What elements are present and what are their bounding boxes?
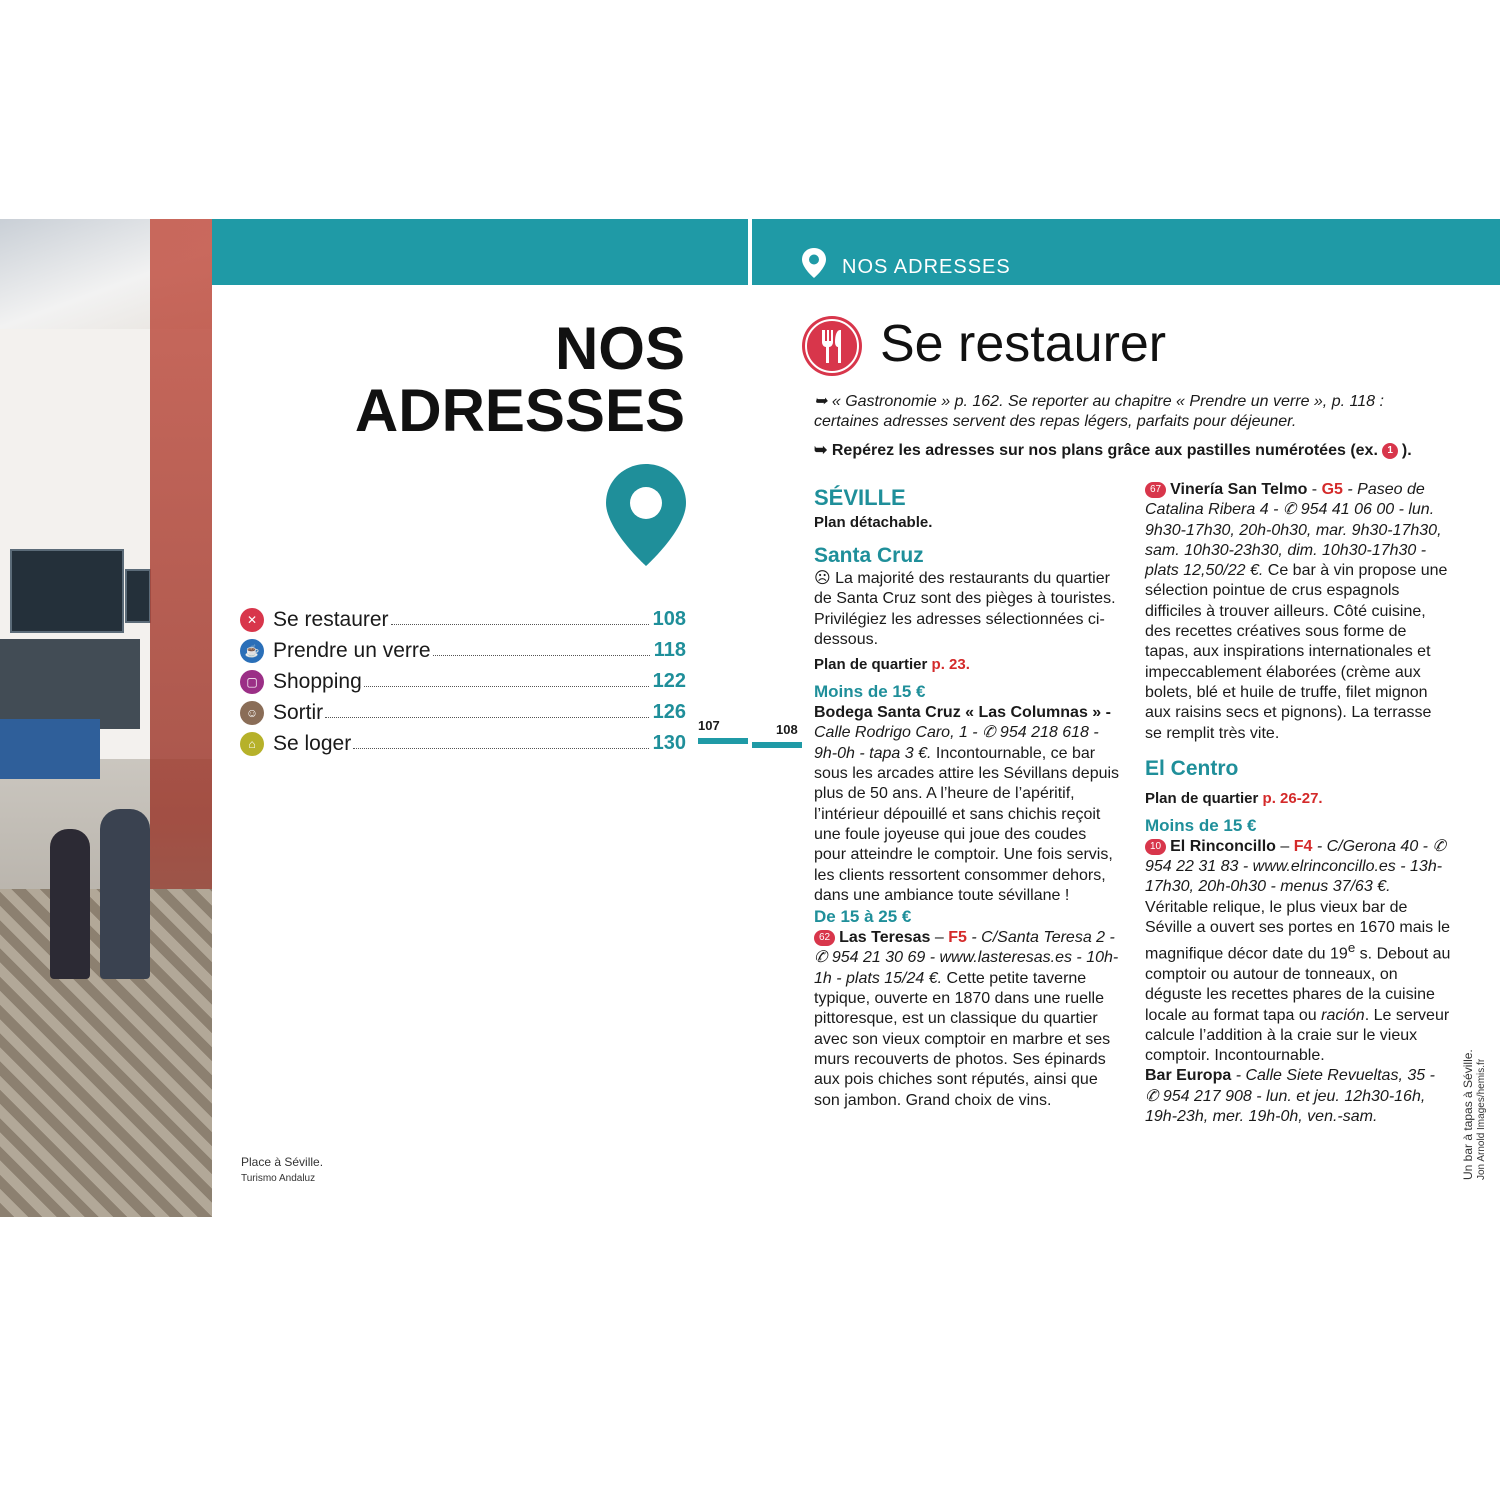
bed-icon: ⌂ [240,732,264,756]
page-title [265,315,685,444]
page-number-left: 107 [698,718,720,733]
toc-item-prendre-un-verre[interactable] [240,635,686,666]
title-line-1: NOS [554,315,685,382]
fork-knife-icon: ✕ [240,608,264,632]
quarter-heading: Santa Cruz [814,544,924,567]
number-pill: 1 [1382,443,1398,459]
header-bar-left [212,219,748,285]
page-number-rule [698,738,748,744]
listing-entry: 10 El Rinconcillo – F4 - C/Gerona 40 - ✆ 954 22 31 83 - www.elrinconcillo.es - 13h-17h30, 20h-0h30 - menus 37/63 €. Véritable relique, le plus vieux bar de Séville a ouvert ses portes en 1670 mais le magnifique décor date du 19e s. Debout au comptoir ou autour de tonneaux, on déguste les recettes phares de la cuisine locale au format tapa ou ración. Le serveur calcule l’addition à la craie sur le vieux comptoir. Incontournable. [1145,837,1451,1065]
street-photo [0,219,212,1217]
toc-item-se-restaurer[interactable] [240,604,686,635]
mask-icon: ☺ [240,701,264,725]
toc-page: 126 [652,701,686,723]
toc-label: Sortir [273,700,324,724]
header-label: NOS ADRESSES [842,256,1011,278]
listing-entry: 62 Las Teresas – F5 - C/Santa Teresa 2 - ✆ 954 21 30 69 - www.lasteresas.es - 10h-1h - plats 15/24 €. Cette petite taverne typique, ouverte en 1870 dans une ruelle pittoresque, est un classique du quartier avec son vieux comptoir en marbre et ses murs recouverts de photos. Ses épinards aux pois chiches sont réputés, ainsi que son jambon. Grand choix de vins. [814,929,1119,1109]
intro-pill-note: ➥ Repérez les adresses sur nos plans grâce aux pastilles numérotées (ex. 1 ). [814,442,1412,459]
toc-label: Prendre un verre [273,638,431,662]
price-heading: Moins de 15 € [814,682,926,702]
drink-icon: ☕ [240,639,264,663]
page-number-rule [752,742,802,748]
location-pin-icon-large [604,462,688,568]
toc-item-shopping[interactable] [240,666,686,697]
intro-note: ➥ « Gastronomie » p. 162. Se reporter au chapitre « Prendre un verre », p. 118 : certaines adresses servent des repas légers, parfaits pour déjeuner. [814,393,1384,430]
fork-knife-icon [800,314,864,378]
toc-item-sortir[interactable] [240,697,686,728]
toc-page: 130 [652,732,686,754]
location-pin-icon [800,247,828,279]
toc-label: Se restaurer [273,607,389,631]
arrow-icon: ➥ [814,442,832,459]
title-line-2: ADRESSES [354,377,685,444]
quarter-note: ☹ La majorité des restaurants du quartier de Santa Cruz sont des pièges à touristes. Privilégiez les adresses sélectionnées ci-dessous. [814,570,1116,648]
number-pill: 62 [814,930,835,946]
section-title: Se restaurer [880,315,1167,373]
toc-page: 118 [653,639,686,661]
toc-item-se-loger[interactable] [240,728,686,759]
listing-entry: 67 Vinería San Telmo - G5 - Paseo de Catalina Ribera 4 - ✆ 954 41 06 00 - lun. 9h30-17h30, 20h-0h30, mar. 9h30-17h30, sam. 10h30-23h30, dim. 10h30-17h30 - plats 12,50/22 €. Ce bar à vin propose une sélection pointue de crus espagnols difficiles à trouver ailleurs. Côté cuisine, des recettes créatives sous forme de tapas, aux inspirations internationales et impeccablement élaborées (crème aux bolets, blé et huile de truffe, filet mignon aux raisins secs et pignons). La terrasse se remplit très vite. [1145,481,1448,742]
smiley-icon: ☹ [814,570,836,587]
toc-page: 108 [652,608,686,630]
toc-label: Se loger [273,731,352,755]
toc-label: Shopping [273,669,362,693]
price-heading: Moins de 15 € [1145,815,1257,835]
plan-reference: Plan de quartier p. 23. [814,656,970,674]
table-of-contents [240,604,686,759]
photo-caption: Place à Séville. [241,1155,324,1169]
listing-entry: Bar Europa - Calle Siete Revueltas, 35 - ✆ 954 217 908 - lun. et jeu. 12h30-16h, 19h-23h, mer. 19h-0h, ven.-sam. [1145,1067,1435,1126]
photo-credit: Turismo Andaluz [241,1173,316,1184]
arrow-icon: ➥ [814,393,832,410]
number-pill: 67 [1145,482,1166,498]
quarter-heading: El Centro [1145,756,1239,780]
price-heading: De 15 à 25 € [814,907,912,927]
column-left [814,480,1120,1111]
photo-credit-vertical: Un bar à tapas à Séville. Jon Arnold Images/hemis.fr [1461,1049,1487,1180]
page-number-right: 108 [776,722,798,737]
city-subtitle: Plan détachable. [814,514,933,531]
city-heading: SÉVILLE [814,485,906,510]
shopping-bag-icon: ▢ [240,670,264,694]
plan-reference: Plan de quartier p. 26-27. [1145,789,1323,807]
column-right [1145,480,1451,1127]
toc-page: 122 [652,670,686,692]
number-pill: 10 [1145,839,1166,855]
listing-entry: Bodega Santa Cruz « Las Columnas » - Calle Rodrigo Caro, 1 - ✆ 954 218 618 - 9h-0h - tapa 3 €. Incontournable, ce bar sous les arcades attire les Sévillans depuis plus de 50 ans. A l’heure de l’apéritif, l’intérieur dépouillé et sans chichis reçoit une foule joyeuse qui joue des coudes pour atteindre le comptoir. Une fois servis, les clients ressortent consommer dehors, dans une ambiance toute sévillane ! [814,704,1120,904]
